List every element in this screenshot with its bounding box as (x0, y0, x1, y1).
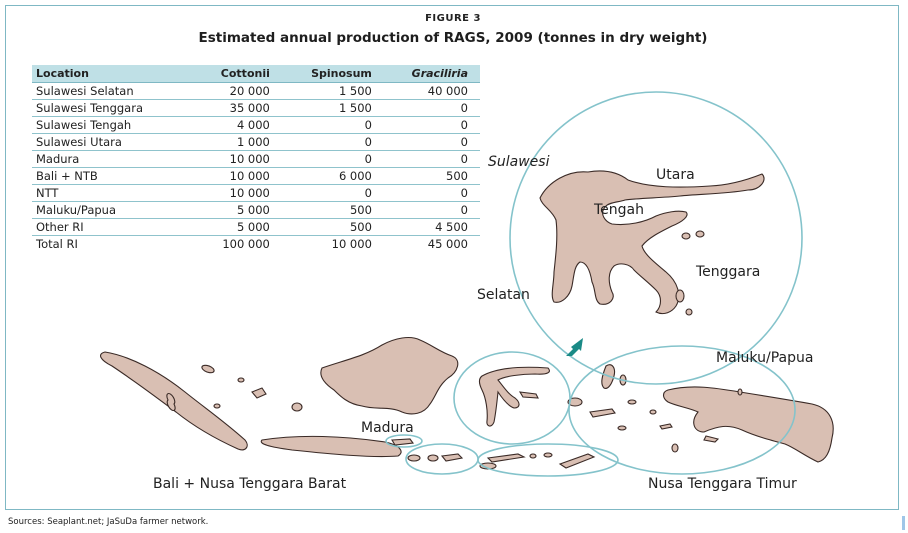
cell-value: 500 (282, 219, 384, 236)
cell-value: 20 000 (195, 83, 281, 100)
col-header-graciliria: Graciliria (384, 65, 480, 83)
timor-island (560, 454, 594, 468)
cell-location: Maluku/Papua (32, 202, 195, 219)
cell-value: 0 (282, 134, 384, 151)
cell-value: 0 (384, 185, 480, 202)
cell-value: 4 500 (384, 219, 480, 236)
cell-value: 100 000 (222, 237, 270, 251)
lombok-island (428, 455, 438, 461)
cell-value: 0 (282, 151, 384, 168)
cell-location: Sulawesi Tengah (32, 117, 195, 134)
cell-value: 10 000 (195, 151, 281, 168)
sulawesi-island-main (479, 367, 549, 426)
cell-value: 1 000 (195, 134, 281, 151)
cell-value: 6 000 (282, 168, 384, 185)
inset-islet-3 (676, 290, 684, 302)
cell-value: 0 (282, 185, 384, 202)
cell-value: 10 000 (195, 185, 281, 202)
papua-islet-3 (672, 444, 678, 452)
sulawesi-inset-title: Sulawesi (488, 154, 550, 170)
sources-note: Sources: Seaplant.net; JaSuDa farmer network. (8, 517, 209, 527)
cell-location: Bali + NTB (32, 168, 195, 185)
figure-title: Estimated annual production of RAGS, 2009 (tonnes in dry weight) (198, 30, 708, 46)
madura-island (392, 439, 413, 445)
inset-arrow (566, 338, 583, 356)
cell-value: 5 000 (195, 219, 281, 236)
cell-location: Sulawesi Utara (32, 134, 195, 151)
maluku-islet-5 (660, 424, 672, 429)
sulawesi-inset-ring (510, 92, 802, 384)
cell-location: Sulawesi Selatan (32, 83, 195, 100)
cell-value: 500 (282, 202, 384, 219)
cell-location: Other RI (32, 219, 195, 236)
papua-islet-1 (704, 436, 718, 442)
col-header-spinosum: Spinosum (282, 65, 384, 83)
maluku-islet-3 (650, 410, 656, 414)
figure-label: FIGURE 3 (425, 13, 481, 24)
sumbawa-island (442, 454, 462, 461)
cell-value: 0 (384, 134, 480, 151)
label-tengah: Tengah (594, 202, 644, 218)
cell-value: 5 000 (195, 202, 281, 219)
inset-islet-4 (686, 309, 692, 315)
label-selatan: Selatan (477, 287, 530, 303)
cell-value: 0 (282, 117, 384, 134)
bangka-island (252, 388, 266, 398)
col-header-location: Location (32, 65, 195, 83)
cell-value: 1 500 (282, 100, 384, 117)
cell-value: 1 500 (282, 83, 384, 100)
cell-value: 0 (384, 202, 480, 219)
label-tenggara: Tenggara (696, 264, 761, 280)
flores-island (488, 454, 524, 462)
papua-island (664, 387, 834, 462)
borneo-island (321, 338, 458, 414)
cell-value: 4 000 (195, 117, 281, 134)
cell-location: Madura (32, 151, 195, 168)
label-ntt: Nusa Tenggara Timur (648, 476, 797, 492)
label-maluku-papua: Maluku/Papua (716, 350, 814, 366)
sulawesi-east-arm (520, 392, 538, 398)
maluku-islet-2 (628, 400, 636, 404)
sumatra-islet-4 (214, 404, 220, 408)
java-island (261, 436, 401, 456)
bali-island (408, 455, 420, 461)
ntt-islet-1 (530, 454, 536, 458)
maluku-islet-4 (618, 426, 626, 430)
belitung-island (292, 403, 302, 411)
inset-islet-1 (682, 233, 690, 239)
cell-value: 0 (384, 117, 480, 134)
seram-island (590, 409, 615, 417)
col-header-cottonii: Cottonii (195, 65, 281, 83)
inset-islet-2 (696, 231, 704, 237)
sumatra-islet-1 (202, 365, 214, 372)
edge-mark (902, 516, 905, 530)
cell-location: Sulawesi Tenggara (32, 100, 195, 117)
label-bali-ntb: Bali + Nusa Tenggara Barat (153, 476, 347, 492)
cell-location: Total RI (36, 237, 78, 251)
label-madura: Madura (361, 420, 414, 436)
cell-value: 10 000 (331, 237, 372, 251)
cell-value: 0 (384, 100, 480, 117)
cell-value: 45 000 (427, 237, 468, 251)
cell-value: 35 000 (195, 100, 281, 117)
sulawesi-inset-island (540, 171, 764, 314)
cell-value: 0 (384, 151, 480, 168)
cell-value: 40 000 (384, 83, 480, 100)
sumatra-islet-2 (238, 378, 244, 382)
label-utara: Utara (656, 167, 695, 183)
cell-location: NTT (32, 185, 195, 202)
cell-value: 10 000 (195, 168, 281, 185)
papua-islet-2 (738, 389, 742, 395)
ntt-islet-2 (544, 453, 552, 457)
cell-value: 500 (384, 168, 480, 185)
